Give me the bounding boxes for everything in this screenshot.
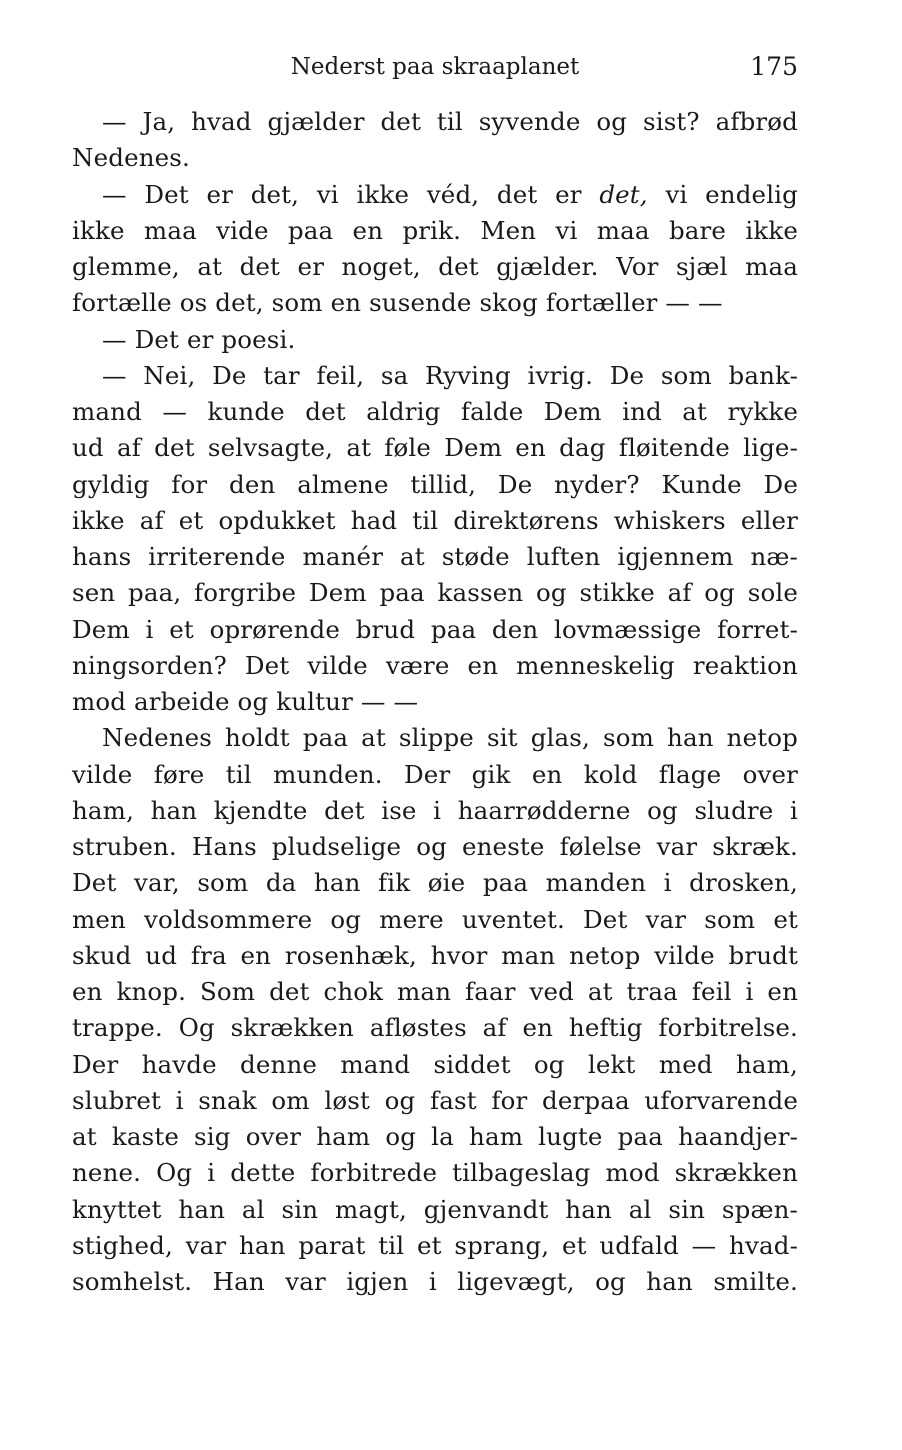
text-line-content: en knop. Som det chok man faar ved at traa feil i en [72, 977, 798, 1006]
text-line [72, 104, 798, 140]
text-line-content: trappe. Og skrækken afløstes af en heftig forbitrelse. [72, 1013, 798, 1043]
text-line [72, 1228, 798, 1264]
text-line-content: — Det er det, vi ikke véd, det er [102, 179, 600, 209]
text-line [72, 467, 798, 503]
text-line [72, 865, 798, 901]
text-line [72, 285, 798, 321]
text-line-content: — Nei, De tar feil, sa Ryving ivrig. De som bank- [102, 360, 798, 390]
text-line-content: hans irriterende manér at støde luften igjennem næ- [72, 542, 798, 571]
text-line [72, 213, 798, 249]
text-line-content: ningsorden? Det vilde være en menneskelig reaktion [72, 650, 798, 680]
text-line-tail: vi endelig [647, 179, 798, 209]
text-line [72, 430, 798, 466]
text-line [72, 1083, 798, 1119]
text-line-content: ikke af et opdukket had til direktørens whiskers eller [72, 505, 798, 535]
text-line-content: sen paa, forgribe Dem paa kassen og stikke af og sole [72, 578, 798, 608]
text-line [72, 322, 798, 358]
text-line-content: stighed, var han parat til et sprang, et udfald — hvad- [72, 1230, 798, 1260]
text-line-content: somhelst. Han var igjen i ligevægt, og han smilte. [72, 1267, 798, 1296]
text-line [72, 1010, 798, 1046]
text-line-content: ud af det selvsagte, at føle Dem en dag fløitende lige- [72, 433, 798, 463]
running-title: Nederst paa skraaplanet [290, 54, 580, 80]
running-head [72, 50, 798, 84]
text-line [72, 902, 798, 938]
text-line [72, 358, 798, 394]
page-number: 175 [750, 52, 798, 81]
text-line [72, 539, 798, 575]
text-line [72, 177, 798, 213]
text-line-content: Der havde denne mand siddet og lekt med ham, [72, 1049, 798, 1079]
text-line [72, 575, 798, 611]
text-line [72, 1047, 798, 1083]
text-line-content: — Ja, hvad gjælder det til syvende og sist? afbrød [102, 107, 798, 136]
text-line [72, 974, 798, 1010]
text-line [72, 1155, 798, 1191]
text-line-content: men voldsommere og mere uventet. Det var som et [72, 904, 798, 934]
text-line-content: mand — kunde det aldrig falde Dem ind at rykke [72, 397, 798, 426]
text-line-content: Det var, som da han fik øie paa manden i drosken, [72, 868, 798, 898]
text-line-content: at kaste sig over ham og la ham lugte paa haandjer- [72, 1122, 798, 1151]
text-line [72, 648, 798, 684]
text-line [72, 829, 798, 865]
text-line-content: nene. Og i dette forbitrede tilbageslag mod skrækken [72, 1158, 798, 1188]
text-line [72, 720, 798, 756]
text-line [72, 1264, 798, 1300]
text-line-content: Dem i et oprørende brud paa den lovmæssige forret- [72, 614, 798, 644]
text-line [72, 249, 798, 285]
text-line [72, 394, 798, 430]
text-line [72, 1192, 798, 1228]
text-line [72, 1119, 798, 1155]
text-line-content: ikke maa vide paa en prik. Men vi maa bare ikke [72, 215, 798, 245]
text-line-content: fortælle os det, som en susende skog fortæller — — [72, 288, 723, 318]
text-line-content: vilde føre til munden. Der gik en kold flage over [72, 759, 798, 789]
text-line [72, 938, 798, 974]
text-line-content: struben. Hans pludselige og eneste følelse var skræk. [72, 832, 798, 861]
text-line [72, 503, 798, 539]
text-line-content: knyttet han al sin magt, gjenvandt han al sin spæn- [72, 1194, 798, 1224]
text-line-content: Nedenes holdt paa at slippe sit glas, som han netop [102, 723, 798, 753]
text-line-content: gyldig for den almene tillid, De nyder? Kunde De [72, 469, 798, 499]
body-text [72, 104, 798, 1300]
text-line-content: mod arbeide og kultur — — [72, 687, 419, 716]
text-line [72, 612, 798, 648]
text-line-content: ham, han kjendte det ise i haarrødderne og sludre i [72, 795, 798, 825]
text-line-content: glemme, at det er noget, det gjælder. Vor sjæl maa [72, 252, 798, 281]
text-line-content: skud ud fra en rosenhæk, hvor man netop vilde brudt [72, 940, 798, 970]
text-line [72, 140, 798, 176]
text-line-content: Nedenes. [72, 143, 190, 173]
text-line [72, 757, 798, 793]
text-line [72, 684, 798, 720]
emphasized-word: det, [599, 179, 648, 209]
text-line-content: slubret i snak om løst og fast for derpaa uforvarende [72, 1085, 798, 1115]
text-line-content: — Det er poesi. [102, 324, 296, 354]
text-line [72, 793, 798, 829]
